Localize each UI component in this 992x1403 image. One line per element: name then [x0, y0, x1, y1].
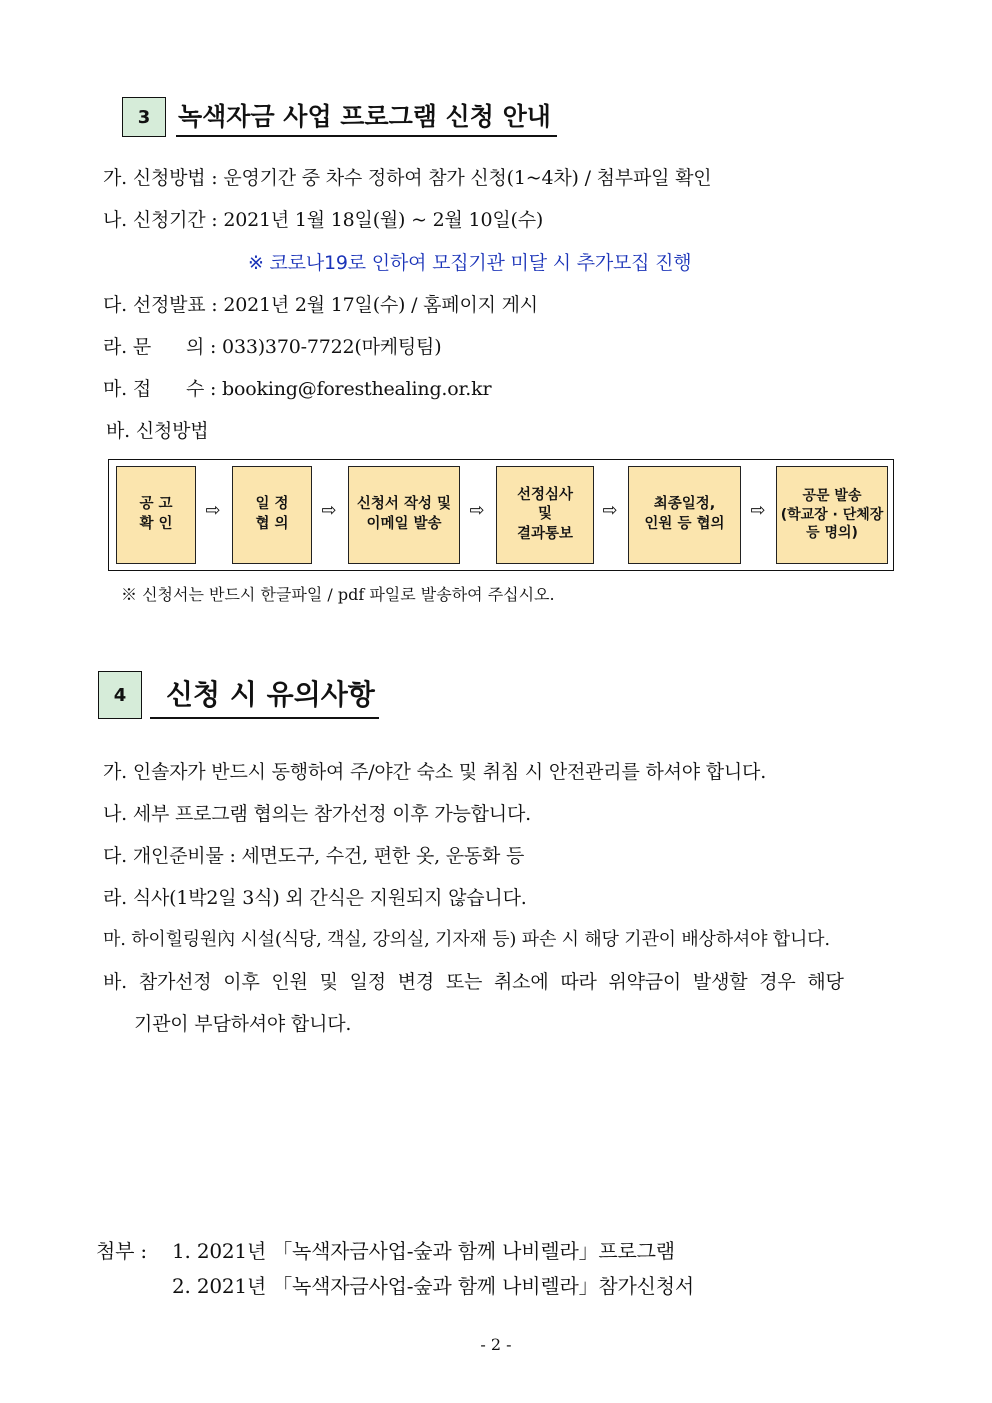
apply-process-flow — [108, 459, 894, 571]
page-number: - 2 - — [480, 1335, 512, 1354]
announcement-line: 다. 선정발표 : 2021년 2월 17일(수) / 홈페이지 게시 — [103, 294, 538, 316]
attachment-item-1: 1. 2021년 「녹색자금사업-숲과 함께 나비렐라」프로그램 — [172, 1239, 675, 1263]
attachment-label: 첨부 : — [96, 1239, 147, 1263]
caution-item-6-continued: 기관이 부담하셔야 합니다. — [134, 1013, 352, 1035]
arrow-right-icon: ⇨ — [750, 500, 766, 521]
flow-step-5: 최종일정, 인원 등 협의 — [628, 466, 741, 564]
section-3-number: 3 — [122, 97, 166, 137]
inquiry-line: 라. 문 의 : 033)370-7722(마케팅팀) — [103, 336, 442, 358]
caution-item-5: 마. 하이힐링원內 시설(식당, 객실, 강의실, 기자재 등) 파손 시 해당 기관이 배상하셔야 합니다. — [103, 929, 830, 950]
section-4-title: 신청 시 유의사항 — [150, 673, 379, 719]
caution-item-4: 라. 식사(1박2일 3식) 외 간식은 지원되지 않습니다. — [103, 887, 527, 909]
apply-method-line: 가. 신청방법 : 운영기간 중 차수 정하여 참가 신청(1~4차) / 첨부파일 확인 — [103, 167, 712, 189]
reception-line: 마. 접 수 : booking@foresthealing.or.kr — [103, 378, 492, 400]
arrow-right-icon: ⇨ — [205, 500, 221, 521]
apply-period-line: 나. 신청기간 : 2021년 1월 18일(월) ~ 2월 10일(수) — [103, 209, 544, 231]
section-4-number: 4 — [98, 671, 142, 719]
arrow-right-icon: ⇨ — [321, 500, 337, 521]
caution-item-1: 가. 인솔자가 반드시 동행하여 주/야간 숙소 및 취침 시 안전관리를 하셔야 합니다. — [103, 761, 767, 783]
flow-step-4: 선정심사 및 결과통보 — [496, 466, 594, 564]
attachment-item-2: 2. 2021년 「녹색자금사업-숲과 함께 나비렐라」참가신청서 — [172, 1274, 694, 1298]
caution-item-2: 나. 세부 프로그램 협의는 참가선정 이후 가능합니다. — [103, 803, 531, 825]
apply-process-line: 바. 신청방법 — [106, 420, 209, 442]
flow-step-2: 일 정 협 의 — [232, 466, 312, 564]
section-3-heading — [122, 97, 557, 137]
covid-note: ※ 코로나19로 인하여 모집기관 미달 시 추가모집 진행 — [248, 252, 692, 274]
caution-item-3: 다. 개인준비물 : 세면도구, 수건, 편한 옷, 운동화 등 — [103, 845, 525, 867]
caution-item-6: 바. 참가선정 이후 인원 및 일정 변경 또는 취소에 따라 위약금이 발생할 경우 해당 — [103, 971, 844, 993]
section-4-heading — [98, 671, 379, 719]
arrow-right-icon: ⇨ — [602, 500, 618, 521]
flow-note: ※ 신청서는 반드시 한글파일 / pdf 파일로 발송하여 주십시오. — [121, 585, 555, 604]
flow-step-3: 신청서 작성 및 이메일 발송 — [348, 466, 460, 564]
flow-step-1: 공 고 확 인 — [116, 466, 196, 564]
section-3-title: 녹색자금 사업 프로그램 신청 안내 — [176, 97, 557, 137]
flow-step-6: 공문 발송 (학교장 · 단체장 등 명의) — [776, 466, 888, 564]
arrow-right-icon: ⇨ — [469, 500, 485, 521]
